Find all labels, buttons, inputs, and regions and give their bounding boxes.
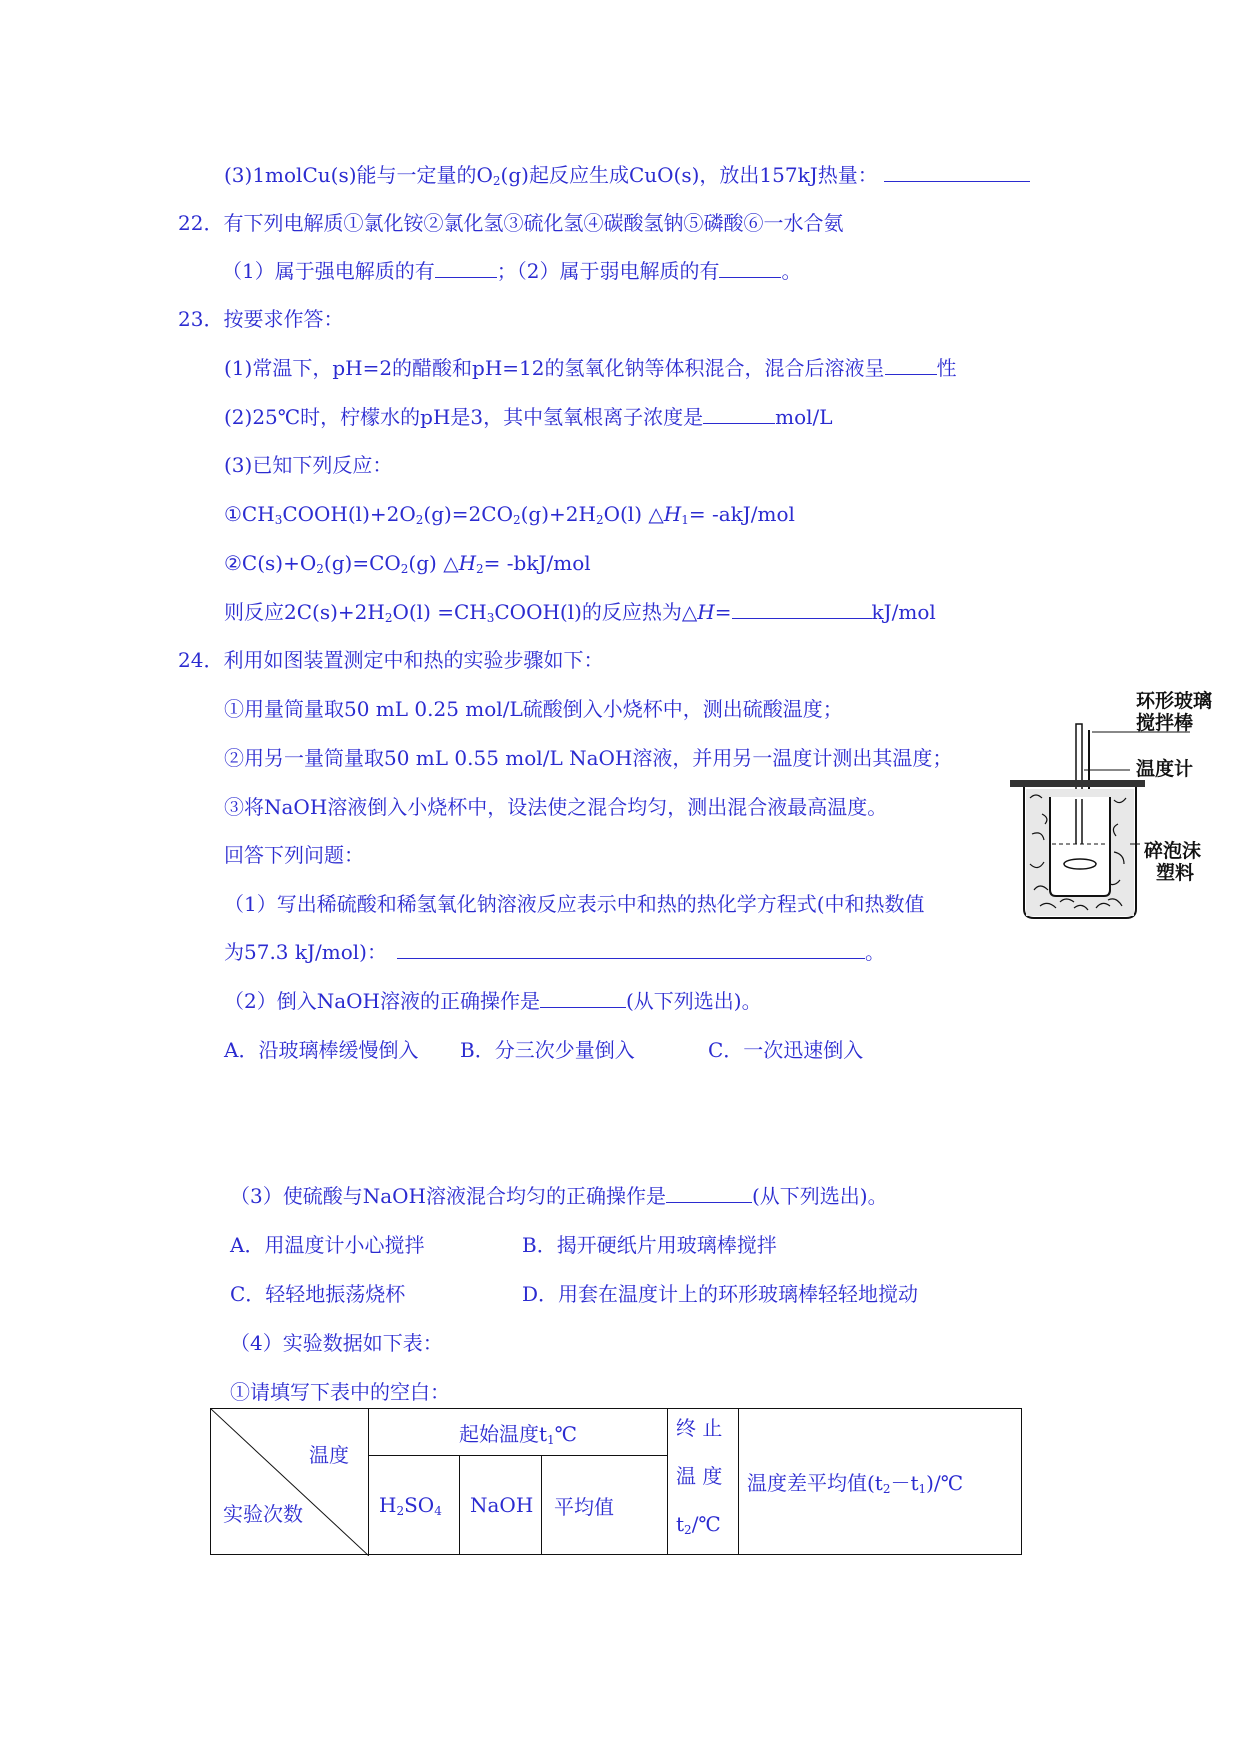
q23-equation-3: 则反应$2C(s)+2H_2O(l)$ $=CH_3COOH(l)$的反应热为△H= kJ/mol [224,600,936,625]
q24-step-1: ①用量筒量取50 mL 0.25 mol/L硫酸倒入小烧杯中，测出硫酸温度； [224,697,843,721]
q22-parts: （1）属于强电解质的有 ；（2）属于弱电解质的有 。 [222,259,802,283]
q24-part2: （2）倒入NaOH溶液的正确操作是 (从下列选出)。 [224,989,762,1013]
q23-part2: (2)25℃时，柠檬水的pH是3，其中氢氧根离子浓度是 mol/L [224,405,833,429]
header-temperature: 温度 [309,1443,349,1467]
answer-blank[interactable] [884,163,1030,182]
option-b[interactable]: B．分三次少量倒入 [460,1038,635,1062]
answer-blank[interactable] [397,940,865,959]
q24-part3: （3）使硫酸与NaOH溶液混合均匀的正确操作是 (从下列选出)。 [230,1184,888,1208]
q24-part1-line1: （1）写出稀硫酸和稀氢氧化钠溶液反应表示中和热的热化学方程式(中和热数值 [224,892,925,916]
answer-blank[interactable] [703,405,775,424]
q24-part4: （4）实验数据如下表： [230,1331,443,1355]
answer-blank[interactable] [666,1184,752,1203]
calorimeter-figure [1010,690,1213,924]
q22-stem: 22．有下列电解质①氯化铵②氯化氢③硫化氢④碳酸氢钠⑤磷酸⑥一水合氨 [178,211,844,235]
option-a[interactable]: A．用温度计小心搅拌 [230,1233,425,1257]
label-thermometer: 温度计 [1136,758,1194,780]
answer-blank[interactable] [435,259,497,278]
diagonal-header-cell [211,1409,369,1555]
q24-part4-sub: ①请填写下表中的空白： [230,1380,450,1404]
q24-stem: 24．利用如图装置测定中和热的实验步骤如下： [178,648,604,672]
header-end-temp: 终 止 温 度 $t_2/℃$ [668,1409,739,1555]
label-ring-stirrer: 环形玻璃 搅拌棒 [1136,690,1213,734]
header-temp-diff: 温度差平均值$(t_2-t_1)/℃$ [739,1409,1022,1555]
q23-part1: (1)常温下，pH=2的醋酸和pH=12的氢氧化钠等体积混合，混合后溶液呈 性 [224,356,957,380]
option-b[interactable]: B．揭开硬纸片用玻璃棒搅拌 [522,1233,777,1257]
q21-part3: (3)1molCu(s)能与一定量的$O_2(g)$起反应生成CuO(s)，放出157kJ热量： [224,162,1030,188]
option-c[interactable]: C．轻轻地振荡烧杯 [230,1282,406,1306]
header-start-temp: 起始温度$t_1℃$ [369,1409,668,1456]
option-d[interactable]: D．用套在温度计上的环形玻璃棒轻轻地搅动 [522,1282,919,1306]
q23-equation-2: $②C(s)+O_2(g)=CO_2(g)$ $\triangle H_2= -bkJ/mol$ [224,551,591,576]
q23-stem: 23．按要求作答： [178,307,344,331]
answer-blank[interactable] [719,259,781,278]
answer-blank[interactable] [540,989,626,1008]
q24-step-2: ②用另一量筒量取50 mL 0.55 mol/L NaOH溶液，并用另一温度计测出其温度； [224,746,953,770]
experiment-data-table [210,1408,1022,1555]
answer-blank[interactable] [885,356,937,375]
diagonal-line [211,1409,369,1556]
header-trial-number: 实验次数 [223,1502,303,1526]
answer-blank[interactable] [732,600,872,619]
q24-step-3: ③将NaOH溶液倒入小烧杯中，设法使之混合均匀，测出混合液最高温度。 [224,795,888,819]
label-foam: 碎泡沫 塑料 [1144,840,1202,884]
option-a[interactable]: A．沿玻璃棒缓慢倒入 [224,1038,419,1062]
q24-part1-line2: 为57.3 kJ/mol)： 。 [224,940,885,964]
q23-equation-1: $①CH_3COOH(l)+2O_2(g)=2CO_2(g)+2H_2O(l)$ $\triangle H_1= -akJ/mol$ [224,502,795,527]
header-h2so4: $H_2SO_4$ [369,1456,460,1555]
q23-part3: (3)已知下列反应： [224,453,393,477]
header-average: 平均值 [542,1456,668,1555]
q24-answer-intro: 回答下列问题： [224,843,364,867]
option-c[interactable]: C．一次迅速倒入 [708,1038,864,1062]
header-naoh: NaOH [460,1456,542,1555]
